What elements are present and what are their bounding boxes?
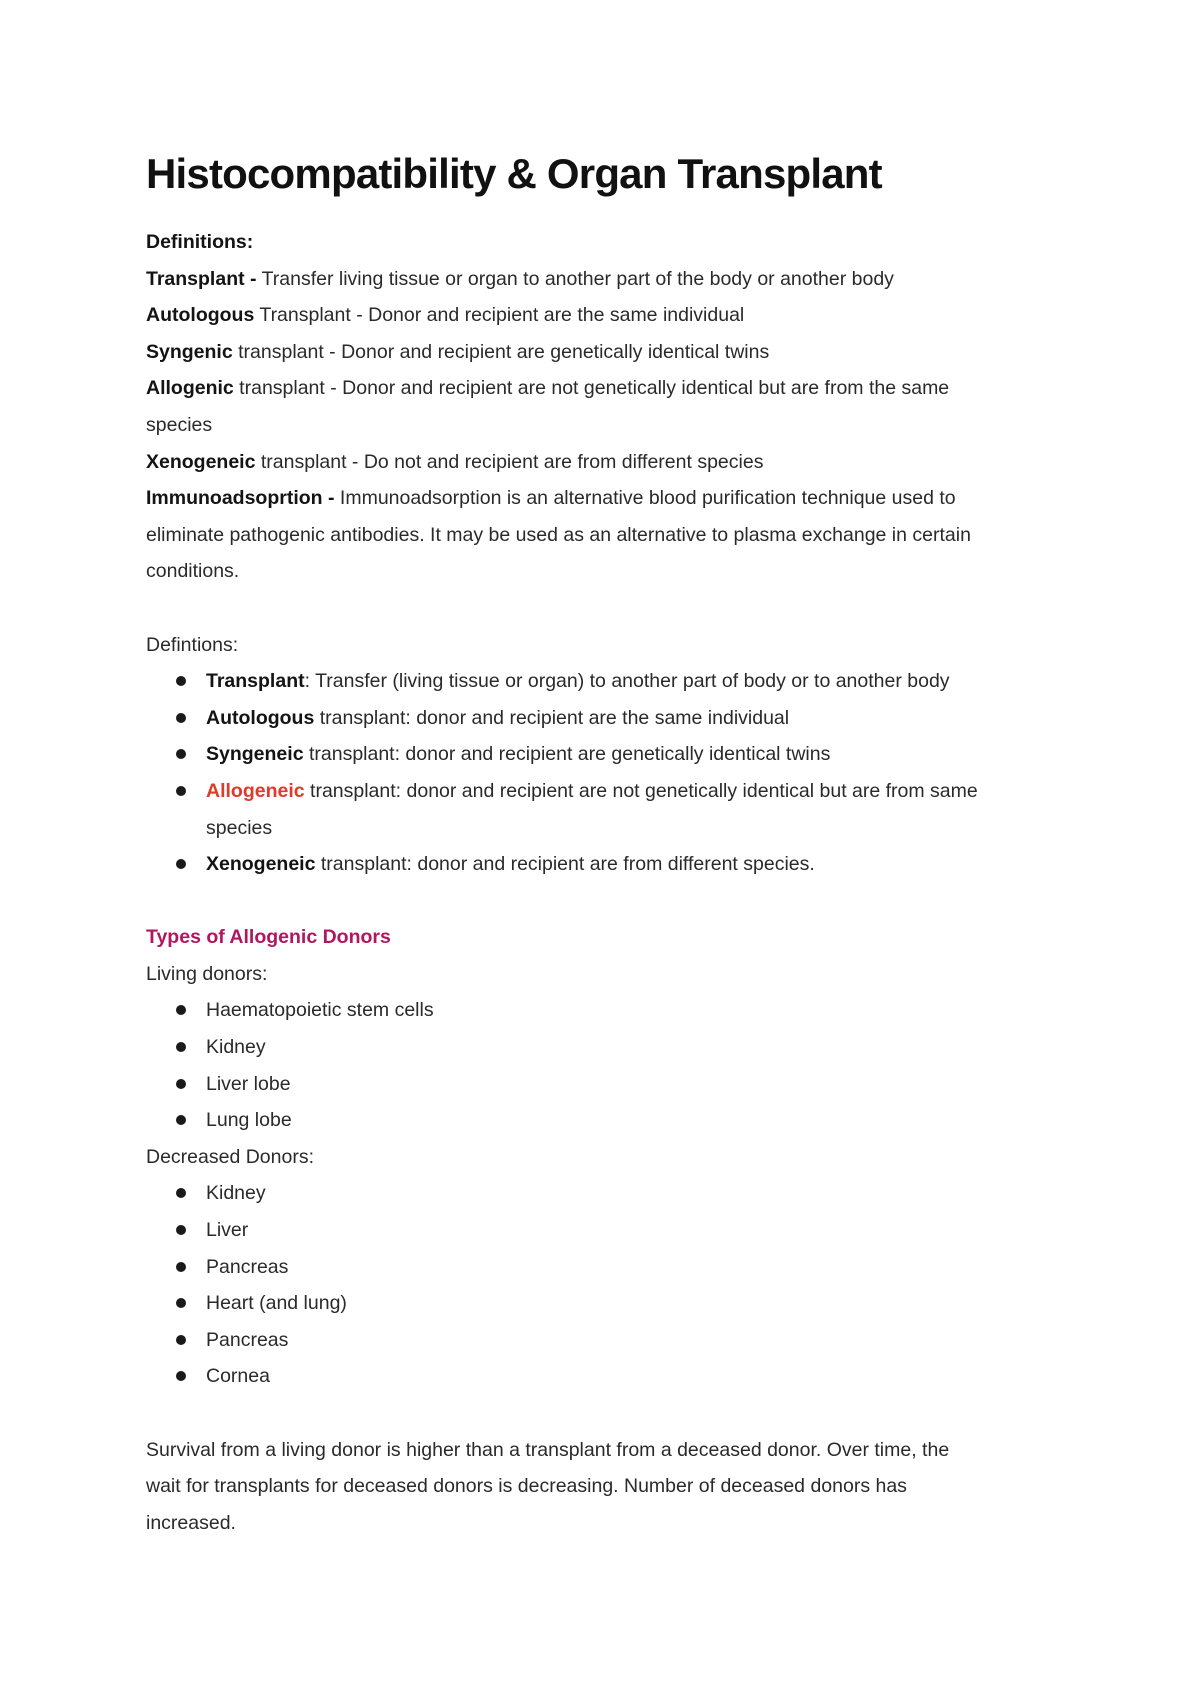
spacer (146, 883, 1066, 920)
list-item: Pancreas (206, 1249, 1066, 1286)
bullet-icon (176, 1005, 186, 1015)
document-page (146, 148, 1066, 1541)
list-item: Liver lobe (206, 1066, 1066, 1103)
definition-immunoadsorption-cont-1: eliminate pathogenic antibodies. It may be used as an alternative to plasma exchange in certain (146, 523, 971, 546)
spacer (146, 590, 1066, 627)
definition-syngenic: Syngenic transplant - Donor and recipient are genetically identical twins (146, 340, 770, 363)
living-donors-list (146, 992, 1066, 1138)
list-item: Kidney (206, 1029, 1066, 1066)
list-item: Heart (and lung) (206, 1285, 1066, 1322)
bullet-icon (176, 1371, 186, 1381)
bullet-icon (176, 1079, 186, 1089)
definition-allogenic-cont: species (146, 413, 213, 436)
list-item: Autologous transplant: donor and recipient are the same individual (206, 700, 1066, 737)
bullet-icon (176, 1225, 186, 1235)
deceased-donors-list (146, 1175, 1066, 1395)
spacer (146, 1395, 1066, 1432)
list-item: Lung lobe (206, 1102, 1066, 1139)
bullet-icon (176, 713, 186, 723)
definition-allogenic: Allogenic transplant - Donor and recipient are not genetically identical but are from the same (146, 377, 950, 400)
definition-xenogeneic: Xenogeneic transplant - Do not and recipient are from different species (146, 450, 764, 473)
list-item: Syngeneic transplant: donor and recipient are genetically identical twins (206, 736, 1066, 773)
bullet-icon (176, 749, 186, 759)
list-item: Liver (206, 1212, 1066, 1249)
list-item: Cornea (206, 1358, 1066, 1395)
bullet-icon (176, 1115, 186, 1125)
deceased-donors-label: Decreased Donors: (146, 1145, 314, 1168)
definition-immunoadsorption: Immunoadsoprtion - Immunoadsorption is an alternative blood purification technique used to (146, 487, 956, 510)
bullet-icon (176, 1188, 186, 1198)
donor-types-section (146, 919, 1066, 1395)
list-item: Xenogeneic transplant: donor and recipient are from different species. (206, 846, 1066, 883)
definition-immunoadsorption-cont-2: conditions. (146, 560, 240, 583)
defintions-label: Defintions: (146, 633, 239, 656)
survival-line-1: Survival from a living donor is higher than a transplant from a deceased donor. Over time, the (146, 1438, 950, 1461)
list-item: Kidney (206, 1175, 1066, 1212)
definition-transplant: Transplant - Transfer living tissue or organ to another part of the body or another body (146, 267, 894, 290)
definitions-section-2 (146, 627, 1066, 883)
list-item: Haematopoietic stem cells (206, 992, 1066, 1029)
bullet-icon (176, 786, 186, 796)
list-item: Allogeneic transplant: donor and recipient are not genetically identical but are from same species (206, 773, 1066, 846)
list-item: Pancreas (206, 1322, 1066, 1359)
living-donors-label: Living donors: (146, 962, 268, 985)
bullet-icon (176, 1262, 186, 1272)
definitions-list (146, 663, 1066, 883)
bullet-icon (176, 1335, 186, 1345)
bullet-icon (176, 676, 186, 686)
bullet-icon (176, 1042, 186, 1052)
highlighted-term: Allogeneic (206, 779, 305, 802)
survival-line-3: increased. (146, 1511, 236, 1534)
definitions-label: Definitions: (146, 231, 254, 253)
donor-types-heading: Types of Allogenic Donors (146, 926, 391, 949)
definitions-section-1 (146, 224, 1066, 590)
bullet-icon (176, 1298, 186, 1308)
page-title: Histocompatibility & Organ Transplant (146, 150, 882, 197)
list-item: Transplant: Transfer (living tissue or organ) to another part of body or to another body (206, 663, 1066, 700)
definition-autologous: Autologous Transplant - Donor and recipient are the same individual (146, 304, 745, 327)
survival-line-2: wait for transplants for deceased donors is decreasing. Number of deceased donors has (146, 1475, 907, 1498)
survival-paragraph (146, 1432, 1066, 1542)
bullet-icon (176, 859, 186, 869)
